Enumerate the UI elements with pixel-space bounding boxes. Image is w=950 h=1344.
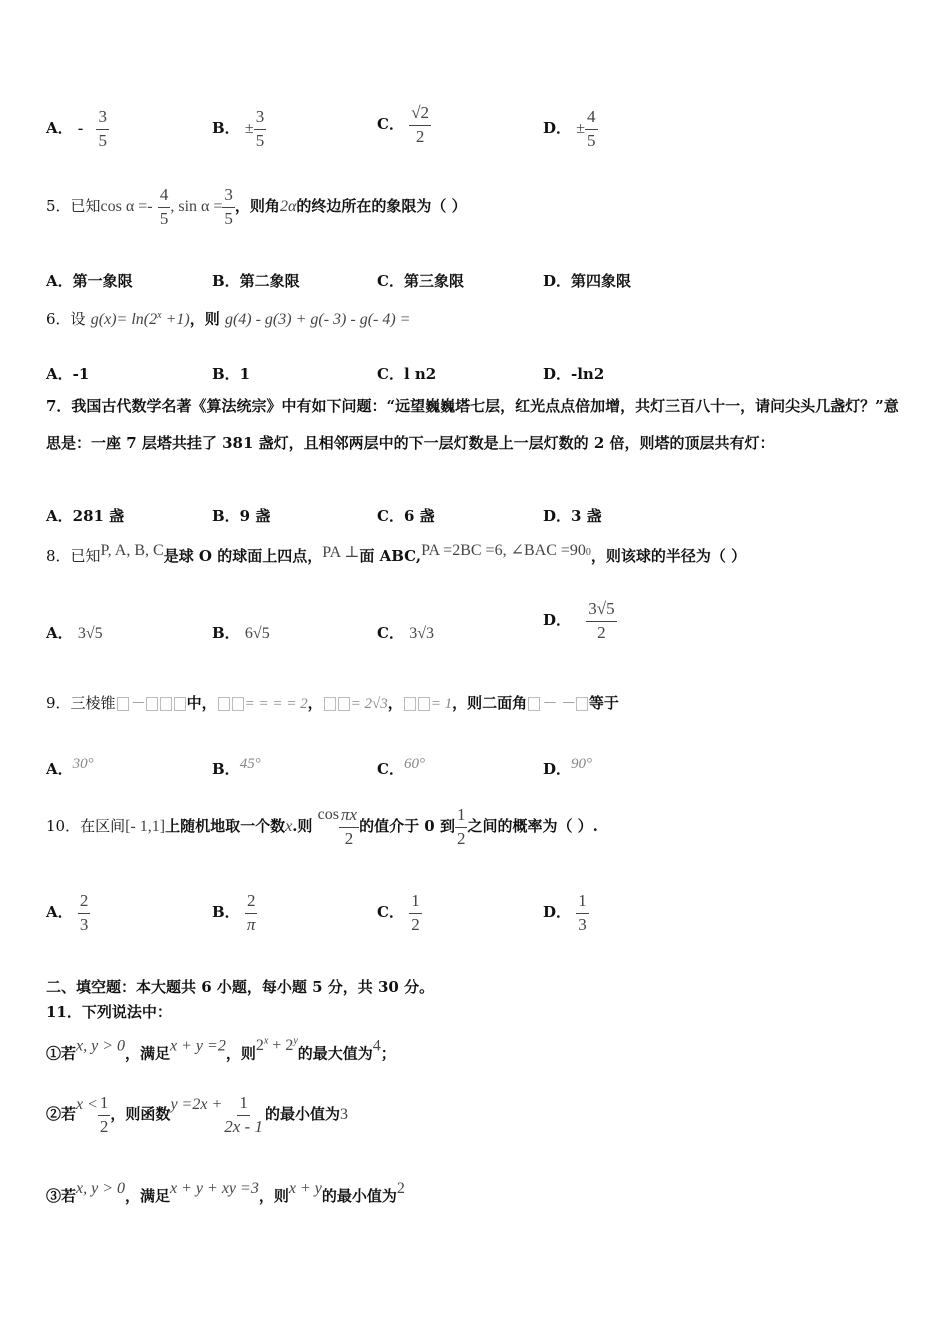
question-10	[46, 806, 598, 848]
question-8	[46, 540, 746, 566]
question-number: 10．在区间	[46, 817, 126, 836]
math-exponent: 0	[585, 547, 591, 558]
math-exponent: y	[293, 1036, 298, 1047]
question-text: 等于	[588, 694, 619, 712]
math-expr: y =2x +	[170, 1096, 223, 1114]
question-text: ，	[307, 694, 323, 712]
statement-3	[46, 1180, 405, 1206]
denominator: 2	[415, 126, 425, 146]
denominator: 5	[159, 208, 169, 228]
math-expr: = = = = 2	[244, 696, 308, 712]
numerator: 4	[585, 108, 598, 130]
q7-option-c: C．6 盏	[377, 507, 435, 525]
question-5	[46, 186, 467, 228]
denominator: 2	[597, 622, 606, 642]
option-label: C．	[377, 624, 404, 642]
missing-glyph-box	[418, 697, 430, 711]
denominator: 2	[344, 828, 354, 848]
question-text: ，则该球的半径为（ ）	[590, 547, 747, 565]
option-label: B．	[212, 760, 240, 778]
math-expr: = 2√3	[350, 696, 388, 712]
denominator: 2	[456, 828, 466, 848]
option-value: 90°	[571, 756, 593, 772]
question-7-text: 7．我国古代数学名著《算法统宗》中有如下问题：“远望巍巍塔七层，红光点点倍加增，共灯三百八十一，请问尖头几盏灯？”意思是：一座 7 层塔共挂了 381 盏灯，且相邻两层中的下一层灯数是上一层灯数的 2 倍，则塔的顶层共有灯：	[46, 397, 899, 452]
question-9	[46, 692, 619, 713]
plus-minus-sign: ±	[576, 120, 586, 138]
question-text: 是球 O 的球面上四点，	[163, 547, 323, 565]
question-text: ，则角	[234, 197, 280, 216]
math-base: 2	[255, 1037, 264, 1055]
q6-option-c: C．l n2	[377, 365, 437, 383]
fraction	[339, 806, 359, 848]
q4-option-b	[212, 108, 266, 150]
statement-text: ②若	[46, 1105, 77, 1124]
q10-option-b	[212, 892, 257, 934]
missing-glyph-box	[174, 697, 186, 711]
option-label: A．	[46, 119, 73, 138]
question-number: 6．设	[46, 310, 86, 328]
question-text: ，则	[189, 310, 220, 328]
math-expr: P, A, B, C	[100, 542, 164, 559]
option-value: 60°	[403, 756, 425, 772]
math-expr: +1)	[161, 311, 190, 328]
math-expr: x + y =2	[170, 1037, 226, 1055]
option-value: 45°	[239, 756, 261, 772]
question-number: 9．三棱锥	[46, 694, 116, 712]
fraction	[254, 108, 267, 150]
statement-text: ③若	[46, 1187, 77, 1205]
fraction	[98, 1094, 111, 1136]
q8-option-d	[543, 600, 617, 642]
option-label: A．	[46, 760, 73, 778]
missing-glyph-box	[338, 697, 350, 711]
q5-option-c: C．第三象限	[377, 272, 464, 290]
fraction	[409, 892, 422, 934]
numerator: 1	[98, 1094, 111, 1116]
math-expr: PA ⊥	[322, 544, 360, 561]
numerator: πx	[339, 806, 359, 828]
math-expr: g(4) - g(3) + g(- 3) - g(- 4) =	[224, 311, 411, 328]
numerator: 1	[237, 1094, 250, 1116]
denominator: 5	[587, 130, 596, 150]
q4-option-c	[377, 104, 431, 146]
minus-sign: -	[77, 120, 84, 138]
question-6	[46, 308, 410, 329]
question-text: 之间的概率为（ ）.	[467, 817, 598, 836]
math-expr	[256, 1037, 298, 1054]
missing-glyph-box	[528, 697, 540, 711]
statement-2	[46, 1094, 348, 1136]
numerator: 4	[158, 186, 171, 208]
q4-option-a	[46, 108, 109, 150]
math-expr: cos α =-	[100, 198, 153, 216]
option-label: D．	[543, 760, 572, 778]
q10-option-c	[377, 892, 422, 934]
fraction	[455, 806, 468, 848]
denominator: 2	[99, 1116, 109, 1136]
denominator: 5	[98, 130, 107, 150]
math-expr: 3√5	[77, 625, 103, 642]
statement-1	[46, 1036, 396, 1063]
denominator: 2x - 1	[224, 1116, 263, 1136]
fraction	[585, 108, 598, 150]
numerator: 1	[576, 892, 589, 914]
question-text: 中，	[186, 694, 217, 712]
fraction	[158, 186, 171, 228]
missing-glyph-box	[218, 697, 230, 711]
option-label: C．	[377, 115, 404, 134]
missing-glyph-box	[160, 697, 172, 711]
statement-text: ，满足	[125, 1044, 171, 1063]
q5-option-a: A．第一象限	[46, 272, 133, 290]
question-11: 11．下列说法中：	[46, 1003, 172, 1021]
fraction	[586, 600, 616, 642]
math-expr: x + y	[288, 1180, 322, 1197]
plus-minus-sign: ±	[244, 120, 254, 138]
math-expr: － －	[541, 696, 575, 712]
option-label: D．	[543, 903, 572, 922]
numerator: 1	[455, 806, 468, 828]
option-label: B．	[212, 903, 240, 922]
math-expr: x, y > 0	[76, 1180, 126, 1197]
statement-text: 的最小值为	[321, 1187, 397, 1205]
math-expr: , sin α =	[170, 198, 223, 216]
q6-option-d: D．-ln2	[543, 365, 605, 383]
numerator: 1	[409, 892, 422, 914]
fraction	[409, 104, 431, 146]
numerator: 3	[222, 186, 235, 208]
q7-option-d: D．3 盏	[543, 507, 602, 525]
numerator: 2	[245, 892, 258, 914]
q10-option-d	[543, 892, 589, 934]
question-text: .则	[292, 817, 313, 836]
section-heading: 二、填空题：本大题共 6 小题，每小题 5 分，共 30 分。	[46, 978, 435, 996]
math-expr: －	[129, 696, 145, 712]
math-expr: g(x)= ln(2	[90, 311, 158, 328]
q5-option-b: B．第二象限	[212, 272, 300, 290]
numerator: 3√5	[586, 600, 616, 622]
math-expr: 3√3	[409, 625, 434, 642]
math-exponent: x	[157, 310, 162, 321]
option-value: 30°	[72, 756, 94, 772]
statement-text: ，则函数	[110, 1105, 171, 1124]
option-label: D．	[543, 611, 572, 630]
q7-option-a: A．281 盏	[46, 507, 125, 525]
question-text: 面 ABC,	[359, 547, 422, 565]
statement-text: ；	[380, 1044, 396, 1063]
missing-glyph-box	[576, 697, 588, 711]
option-label: C．	[377, 760, 404, 778]
fraction	[222, 1094, 265, 1136]
q8-option-a	[46, 622, 103, 643]
denominator: 5	[224, 208, 233, 228]
question-text: 上随机地取一个数	[165, 817, 286, 836]
math-expr: x	[285, 818, 293, 836]
math-expr: x + y + xy =3	[170, 1180, 259, 1197]
question-text: 的终边所在的象限为（ ）	[296, 197, 467, 216]
fraction	[78, 892, 91, 934]
option-label: A．	[46, 903, 73, 922]
statement-text: 的最大值为	[297, 1044, 373, 1063]
missing-glyph-box	[232, 697, 244, 711]
statement-text: ①若	[46, 1044, 77, 1063]
option-label: D．	[543, 119, 572, 138]
math-expr: 3	[339, 1106, 348, 1124]
math-expr: = 1	[430, 696, 453, 712]
question-text: ，则二面角	[452, 694, 528, 712]
statement-text: ，则	[258, 1187, 289, 1205]
q6-option-b: B．1	[212, 365, 251, 383]
question-text: ，	[387, 694, 403, 712]
math-expr: [- 1,1]	[125, 818, 166, 836]
q4-option-d	[543, 108, 598, 150]
q6-option-a: A．-1	[46, 365, 90, 383]
q10-option-a	[46, 892, 90, 934]
question-number: 8．已知	[46, 547, 101, 565]
q8-option-b	[212, 622, 270, 643]
math-expr: 2	[396, 1180, 405, 1197]
option-label: B．	[212, 119, 240, 138]
option-label: C．	[377, 903, 404, 922]
option-label: B．	[212, 624, 240, 642]
numerator: 3	[96, 108, 109, 130]
q5-option-d: D．第四象限	[543, 272, 632, 290]
math-expr: 6√5	[244, 625, 270, 642]
math-expr: x, y > 0	[76, 1037, 126, 1055]
missing-glyph-box	[117, 697, 129, 711]
q7-option-b: B．9 盏	[212, 507, 271, 525]
math-exponent: x	[263, 1036, 269, 1047]
fraction	[576, 892, 589, 934]
statement-text: ，满足	[125, 1187, 171, 1205]
missing-glyph-box	[324, 697, 336, 711]
fraction	[222, 186, 235, 228]
math-expr: 2α	[279, 198, 297, 216]
q9-option-a	[46, 756, 94, 779]
numerator: 2	[78, 892, 91, 914]
numerator: 3	[254, 108, 267, 130]
statement-text: ，则	[225, 1044, 256, 1063]
q8-option-c	[377, 622, 434, 643]
math-expr: cos	[317, 806, 339, 824]
numerator: √2	[409, 104, 431, 126]
math-base: + 2	[268, 1037, 294, 1055]
missing-glyph-box	[404, 697, 416, 711]
denominator: π	[246, 914, 256, 934]
denominator: 3	[79, 914, 89, 934]
denominator: 5	[255, 130, 265, 150]
missing-glyph-box	[146, 697, 158, 711]
option-label: A．	[46, 624, 73, 642]
question-text: 的值介于 0 到	[359, 817, 455, 836]
statement-text: 的最小值为	[264, 1105, 340, 1124]
q9-option-d	[543, 756, 592, 779]
math-expr: 4	[372, 1037, 381, 1055]
question-number: 5．已知	[46, 197, 101, 216]
math-expr: x <	[76, 1096, 98, 1114]
q9-option-b	[212, 756, 261, 779]
q9-option-c	[377, 756, 425, 779]
denominator: 2	[411, 914, 420, 934]
fraction	[245, 892, 258, 934]
math-expr: PA =2BC =6, ∠BAC =90	[421, 542, 586, 559]
denominator: 3	[578, 914, 587, 934]
fraction	[96, 108, 109, 150]
